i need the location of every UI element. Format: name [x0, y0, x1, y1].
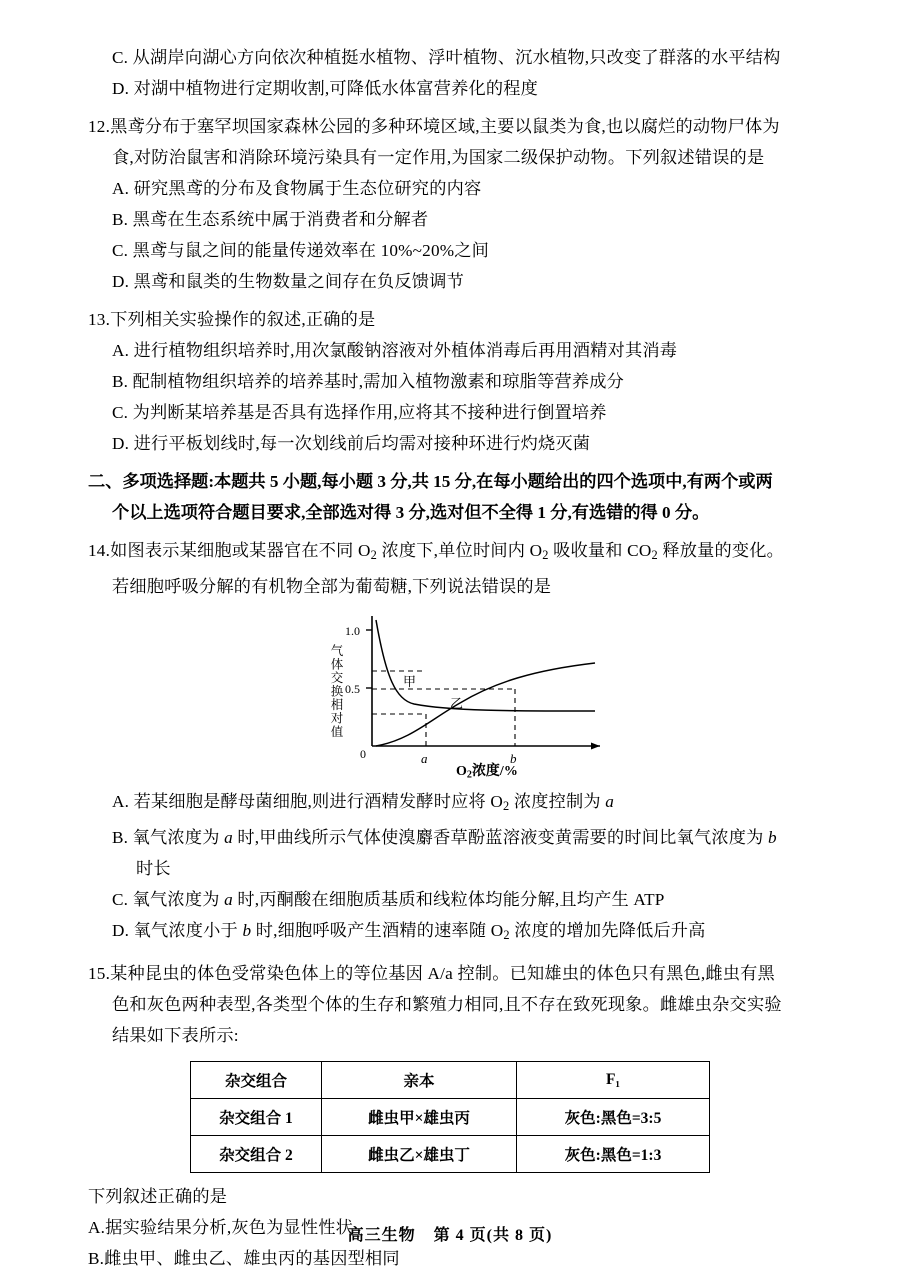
table-header-parents: 亲本 — [322, 1062, 517, 1099]
table-row — [191, 1099, 710, 1136]
page-footer — [0, 1222, 900, 1245]
q13-option-b: B. 配制植物组织培养的培养基时,需加入植物激素和琼脂等营养成分 — [112, 372, 625, 391]
q12-option-b: B. 黑鸢在生态系统中属于消费者和分解者 — [112, 210, 429, 229]
gas-exchange-curve-figure — [310, 608, 640, 783]
page-content — [88, 42, 812, 1274]
svg-text:0.5: 0.5 — [345, 682, 360, 697]
q15-stem-line-3: 结果如下表所示: — [112, 1026, 239, 1046]
q14-stem-part-3: 吸收量和 CO — [548, 541, 652, 560]
table-header-combination: 杂交组合 — [191, 1062, 322, 1099]
q14-figure-container — [88, 608, 812, 786]
q12-option-a: A. 研究黑鸢的分布及食物属于生态位研究的内容 — [112, 179, 482, 198]
q15-option-a: A.据实验结果分析,灰色为显性性状 — [88, 1218, 354, 1238]
q14-option-d-pre: D. 氧气浓度小于 — [112, 921, 243, 941]
q13-option-d: D. 进行平板划线时,每一次划线前后均需对接种环进行灼烧灭菌 — [112, 434, 591, 453]
q13-stem: 13.下列相关实验操作的叙述,正确的是 — [88, 310, 376, 329]
q14-option-d: D. 氧气浓度小于 b 时,细胞呼吸产生酒精的速率随 $O_2$ 浓度的增加先降低后升高 — [112, 921, 706, 943]
q15-cross-table-wrap — [88, 1061, 812, 1173]
q12-option-c: C. 黑鸢与鼠之间的能量传递效率在 10%~20%之间 — [112, 241, 490, 260]
q13-option-a: A. 进行植物组织培养时,用次氯酸钠溶液对外植体消毒后再用酒精对其消毒 — [112, 341, 678, 360]
q14-option-c-pre: C. 氧气浓度为 — [112, 890, 225, 910]
svg-text:气体交换相对值: 气体交换相对值 — [329, 644, 343, 739]
x-axis-label-rest: 浓度/% — [471, 764, 518, 780]
q14-option-b-line-2: 时长 — [136, 859, 171, 879]
q14-option-b-var1: a — [224, 828, 233, 848]
q14-option-a-var: a — [605, 792, 615, 812]
q15-prompt: 下列叙述正确的是 — [88, 1187, 228, 1207]
x-axis-label-o: O — [456, 764, 467, 780]
svg-text:甲: 甲 — [403, 674, 417, 690]
q14-stem-part-2: 浓度下,单位时间内 O — [377, 541, 543, 560]
table-cell-parents-2: 雌虫乙×雄虫丁 — [322, 1136, 517, 1173]
q12-option-d: D. 黑鸢和鼠类的生物数量之间存在负反馈调节 — [112, 272, 464, 291]
q15-option-b: B.雌虫甲、雌虫乙、雄虫丙的基因型相同 — [88, 1249, 400, 1269]
q13-option-c: C. 为判断某培养基是否具有选择作用,应将其不接种进行倒置培养 — [112, 403, 607, 422]
q14-stem-part-1: 14.如图表示某细胞或某器官在不同 O — [88, 541, 371, 560]
q14-stem-line-2: 若细胞呼吸分解的有机物全部为葡萄糖,下列说法错误的是 — [112, 577, 552, 597]
table-header-row — [191, 1062, 710, 1099]
footer-subject: 高三生物 — [347, 1227, 416, 1244]
svg-text:1.0: 1.0 — [345, 624, 360, 639]
q15-cross-table — [190, 1061, 710, 1173]
q14-figure-x-axis-label: $O_2$浓度/% — [456, 764, 518, 781]
q14-option-a-post: 浓度控制为 — [509, 792, 606, 812]
q11-option-d: D. 对湖中植物进行定期收割,可降低水体富营养化的程度 — [112, 79, 539, 98]
svg-text:乙: 乙 — [450, 696, 464, 712]
q14-option-a: A. 若某细胞是酵母菌细胞,则进行酒精发酵时应将 $O_2$ 浓度控制为 a — [112, 792, 615, 814]
svg-text:a: a — [421, 751, 428, 767]
q14-stem-part-4: 释放量的变化。 — [657, 541, 785, 560]
q14-option-b-mid: 时,甲曲线所示气体使溴麝香草酚蓝溶液变黄需要的时间比氧气浓度为 — [232, 828, 769, 848]
q11-option-c: C. 从湖岸向湖心方向依次种植挺水植物、浮叶植物、沉水植物,只改变了群落的水平结构 — [112, 48, 781, 67]
svg-text:b: b — [510, 751, 517, 767]
table-cell-f1-2: 灰色:黑色=1:3 — [517, 1136, 710, 1173]
q14-option-c-post: 时,丙酮酸在细胞质基质和线粒体均能分解,且均产生 ATP — [232, 890, 665, 910]
footer-page-number: 第 4 页(共 8 页) — [433, 1227, 553, 1244]
q14-option-a-pre: A. 若某细胞是酵母菌细胞,则进行酒精发酵时应将 O — [112, 792, 503, 812]
section-2-heading-line-2: 个以上选项符合题目要求,全部选对得 3 分,选对但不全得 1 分,有选错的得 0 分。 — [112, 503, 710, 522]
svg-text:0: 0 — [360, 747, 366, 762]
q15-stem-line-2: 色和灰色两种表型,各类型个体的生存和繁殖力相同,且不存在致死现象。雌雄虫杂交实验 — [112, 995, 782, 1015]
table-row — [191, 1136, 710, 1173]
q14-option-c — [88, 884, 812, 915]
q14-option-d-var: b — [242, 921, 252, 941]
q14-option-b-var2: b — [768, 828, 777, 848]
section-2-heading-line-1: 二、多项选择题:本题共 5 小题,每小题 3 分,共 15 分,在每小题给出的四个选项中,有两个或两 — [88, 472, 773, 491]
q14-stem-line-1: 14.如图表示某细胞或某器官在不同 $O_2$ 浓度下,单位时间内 $O_2$ 吸收量和 $CO_2$ 释放量的变化。 — [88, 541, 785, 563]
table-cell-combination-1: 杂交组合 1 — [191, 1099, 322, 1136]
q12-stem-line-2: 食,对防治鼠害和消除环境污染具有一定作用,为国家二级保护动物。下列叙述错误的是 — [112, 148, 765, 167]
q14-option-c-var: a — [224, 890, 233, 910]
q14-option-b-line-1 — [88, 822, 812, 853]
table-header-f1: F₁ — [517, 1062, 710, 1099]
q14-option-b-pre: B. 氧气浓度为 — [112, 828, 225, 848]
table-cell-parents-1: 雌虫甲×雄虫丙 — [322, 1099, 517, 1136]
q12-stem-line-1: 12.黑鸢分布于塞罕坝国家森林公园的多种环境区域,主要以鼠类为食,也以腐烂的动物尸体为 — [88, 117, 780, 136]
q15-stem-line-1: 15.某种昆虫的体色受常染色体上的等位基因 A/a 控制。已知雄虫的体色只有黑色,雌虫有黑 — [88, 964, 775, 984]
table-cell-f1-1: 灰色:黑色=3:5 — [517, 1099, 710, 1136]
table-cell-combination-2: 杂交组合 2 — [191, 1136, 322, 1173]
q14-option-d-post: 浓度的增加先降低后升高 — [509, 921, 706, 941]
q14-option-d-mid: 时,细胞呼吸产生酒精的速率随 O — [251, 921, 504, 941]
